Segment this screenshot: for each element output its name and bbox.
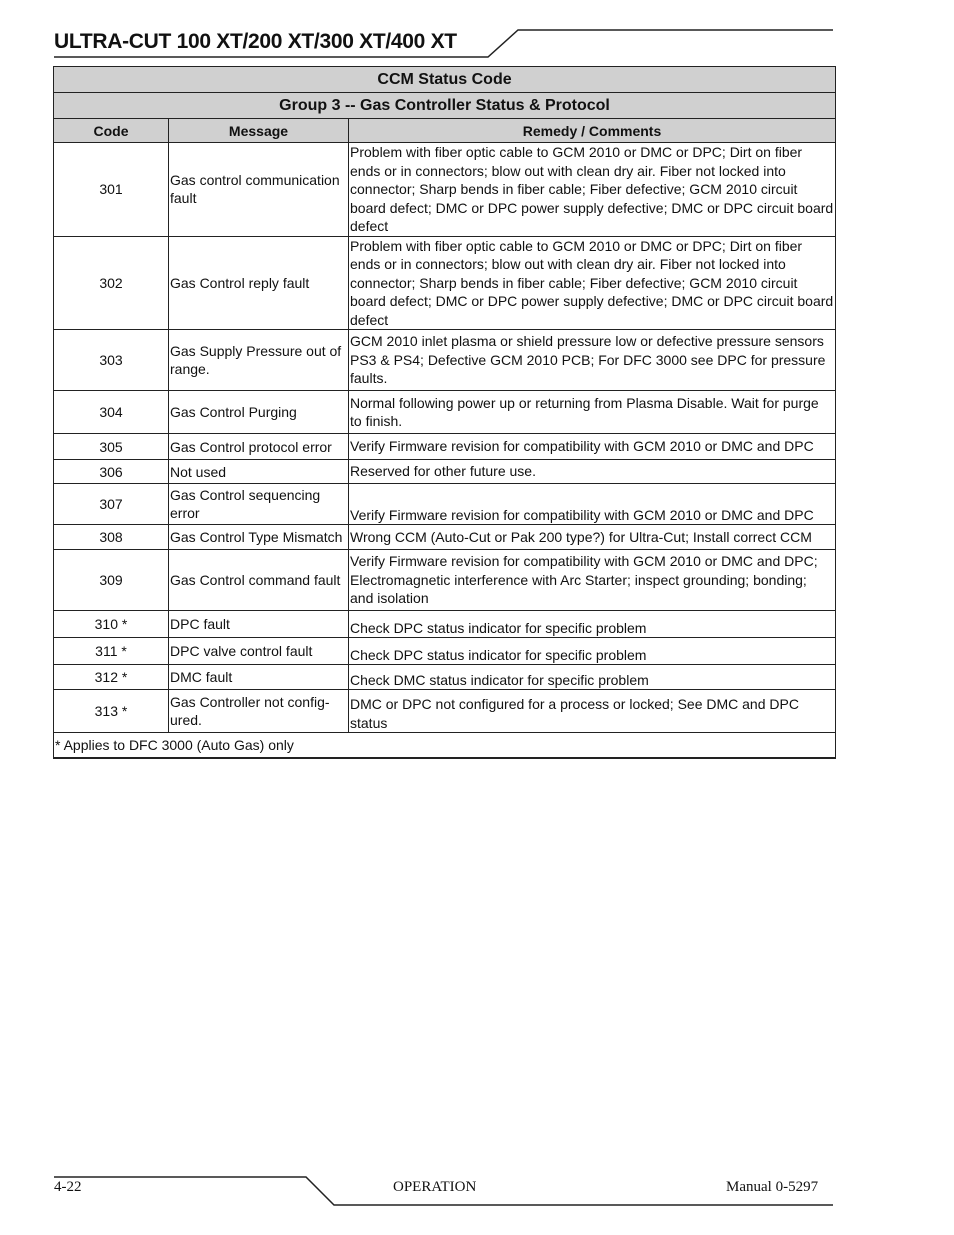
- remedy-cell: Check DPC status indicator for specific problem: [349, 638, 836, 665]
- column-header-message: Message: [169, 119, 349, 143]
- remedy-cell: Reserved for other future use.: [349, 460, 836, 484]
- table-row: [54, 665, 836, 690]
- remedy-cell: Problem with fiber optic cable to GCM 2010 or DMC or DPC; Dirt on fiber ends or in connectors; blow out with clean dry air. Fiber not locked into connector; Sharp bends in fiber cable; Fiber defective; GCM 2010 circuit board defect; DMC or DPC power supply defective; DMC or DPC circuit board defect: [349, 236, 836, 330]
- code-cell: 308: [54, 525, 169, 550]
- table-title: CCM Status Code: [54, 67, 836, 93]
- code-cell: 309: [54, 550, 169, 611]
- section-name: OPERATION: [393, 1179, 477, 1195]
- message-cell: Not used: [169, 460, 349, 484]
- code-cell: 303: [54, 330, 169, 391]
- table-row: [54, 484, 836, 525]
- remedy-cell: Wrong CCM (Auto-Cut or Pak 200 type?) for Ultra-Cut; Install correct CCM: [349, 525, 836, 550]
- message-cell: Gas Control reply fault: [169, 236, 349, 330]
- message-cell: DPC valve control fault: [169, 638, 349, 665]
- ccm-status-table: [53, 66, 836, 759]
- table-row: [54, 690, 836, 733]
- table-row: [54, 143, 836, 237]
- message-cell: Gas Control command fault: [169, 550, 349, 611]
- code-cell: 306: [54, 460, 169, 484]
- table-row: [54, 638, 836, 665]
- table-row: [54, 611, 836, 638]
- message-cell: Gas Control Type Mismatch: [169, 525, 349, 550]
- document-title: ULTRA-CUT 100 XT/200 XT/300 XT/400 XT: [54, 30, 457, 53]
- code-cell: 311 *: [54, 638, 169, 665]
- table-row: [54, 434, 836, 460]
- code-cell: 312 *: [54, 665, 169, 690]
- column-header-remedy: Remedy / Comments: [349, 119, 836, 143]
- code-cell: 302: [54, 236, 169, 330]
- message-cell: Gas Controller not config-ured.: [169, 690, 349, 733]
- remedy-cell: Check DPC status indicator for specific problem: [349, 611, 836, 638]
- message-cell: Gas Control protocol error: [169, 434, 349, 460]
- remedy-cell: Problem with fiber optic cable to GCM 2010 or DMC or DPC; Dirt on fiber ends or in connectors; blow out with clean dry air. Fiber not locked into connector; Sharp bends in fiber cable; Fiber defective; GCM 2010 circuit board defect; DMC or DPC power supply defective; DMC or DPC circuit board defect: [349, 143, 836, 237]
- table-footnote: * Applies to DFC 3000 (Auto Gas) only: [54, 733, 836, 759]
- remedy-cell: Normal following power up or returning from Plasma Disable. Wait for purge to finish.: [349, 391, 836, 434]
- code-cell: 313 *: [54, 690, 169, 733]
- remedy-cell: DMC or DPC not configured for a process or locked; See DMC and DPC status: [349, 690, 836, 733]
- table-row: [54, 525, 836, 550]
- column-header-code: Code: [54, 119, 169, 143]
- table-row: [54, 391, 836, 434]
- code-cell: 304: [54, 391, 169, 434]
- table-note-row: [54, 733, 836, 759]
- message-cell: Gas control communication fault: [169, 143, 349, 237]
- table-row: [54, 550, 836, 611]
- code-cell: 307: [54, 484, 169, 525]
- table-row: [54, 330, 836, 391]
- table-row: [54, 460, 836, 484]
- message-cell: Gas Supply Pressure out of range.: [169, 330, 349, 391]
- remedy-cell: GCM 2010 inlet plasma or shield pressure low or defective pressure sensors PS3 & PS4; Defective GCM 2010 PCB; For DFC 3000 see DPC for pressure faults.: [349, 330, 836, 391]
- code-cell: 305: [54, 434, 169, 460]
- message-cell: Gas Control sequencing error: [169, 484, 349, 525]
- remedy-cell: Verify Firmware revision for compatibility with GCM 2010 or DMC and DPC; Electromagnetic interference with Arc Starter; inspect grounding; bonding; and isolation: [349, 550, 836, 611]
- remedy-cell: Verify Firmware revision for compatibility with GCM 2010 or DMC and DPC: [349, 434, 836, 460]
- code-cell: 301: [54, 143, 169, 237]
- message-cell: DPC fault: [169, 611, 349, 638]
- table-row: [54, 236, 836, 330]
- table-subtitle: Group 3 -- Gas Controller Status & Protocol: [54, 93, 836, 119]
- remedy-cell: Check DMC status indicator for specific problem: [349, 665, 836, 690]
- code-cell: 310 *: [54, 611, 169, 638]
- manual-number: Manual 0-5297: [726, 1179, 819, 1195]
- message-cell: Gas Control Purging: [169, 391, 349, 434]
- message-cell: DMC fault: [169, 665, 349, 690]
- page-number: 4-22: [54, 1179, 82, 1195]
- remedy-cell: Verify Firmware revision for compatibility with GCM 2010 or DMC and DPC: [349, 484, 836, 525]
